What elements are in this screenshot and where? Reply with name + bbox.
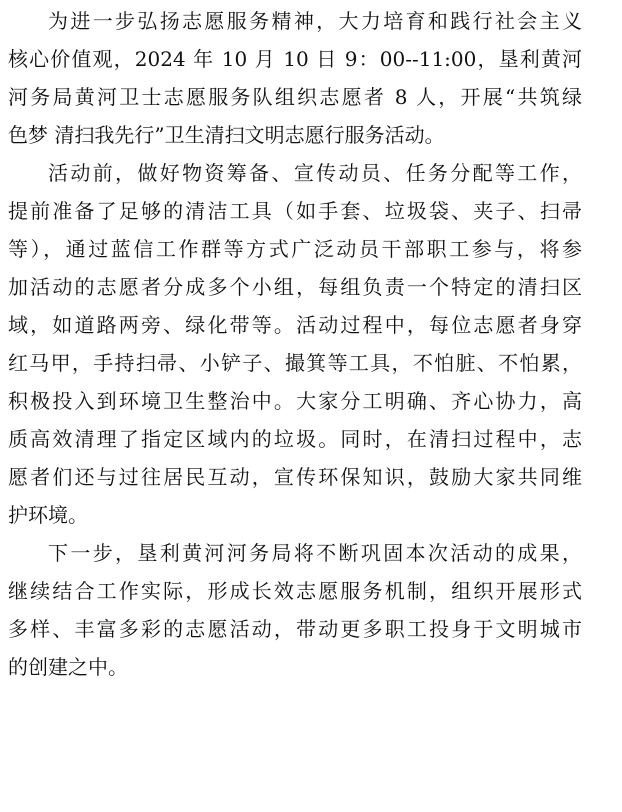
text-line: 多样、丰富多彩的志愿活动，带动更多职工投身于文明城市 <box>8 617 582 641</box>
text-line: 为进一步弘扬志愿服务精神，大力培育和践行社会主义 <box>48 9 582 33</box>
text-line: 的创建之中。 <box>8 655 128 679</box>
text-line: 色梦 清扫我先行”卫生清扫文明志愿行服务活动。 <box>8 123 445 147</box>
text-line: 活动前，做好物资筹备、宣传动员、任务分配等工作， <box>48 161 582 185</box>
text-line: 提前准备了足够的清洁工具（如手套、垃圾袋、夹子、扫帚 <box>8 199 582 223</box>
paragraph-intro <box>8 2 582 154</box>
text-line: 继续结合工作实际，形成长效志愿服务机制，组织开展形式 <box>8 579 582 603</box>
paragraph-activity <box>8 154 582 534</box>
text-line: 域，如道路两旁、绿化带等。活动过程中，每位志愿者身穿 <box>8 313 582 337</box>
text-line: 愿者们还与过往居民互动，宣传环保知识，鼓励大家共同维 <box>8 465 582 489</box>
text-line: 质高效清理了指定区域内的垃圾。同时，在清扫过程中，志 <box>8 427 582 451</box>
text-line: 等），通过蓝信工作群等方式广泛动员干部职工参与，将参 <box>8 237 582 261</box>
text-line: 下一步，垦利黄河河务局将不断巩固本次活动的成果， <box>48 541 582 565</box>
text-line: 河务局黄河卫士志愿服务队组织志愿者 8 人，开展“共筑绿 <box>8 85 582 109</box>
document-body <box>8 0 582 686</box>
text-line: 红马甲，手持扫帚、小铲子、撮箕等工具，不怕脏、不怕累， <box>8 351 582 375</box>
text-line: 核心价值观，2024 年 10 月 10 日 9：00--11:00，垦利黄河 <box>8 47 582 71</box>
text-line: 护环境。 <box>8 503 88 527</box>
text-line: 积极投入到环境卫生整治中。大家分工明确、齐心协力，高 <box>8 389 582 413</box>
text-line: 加活动的志愿者分成多个小组，每组负责一个特定的清扫区 <box>8 275 582 299</box>
paragraph-next-steps <box>8 534 582 686</box>
